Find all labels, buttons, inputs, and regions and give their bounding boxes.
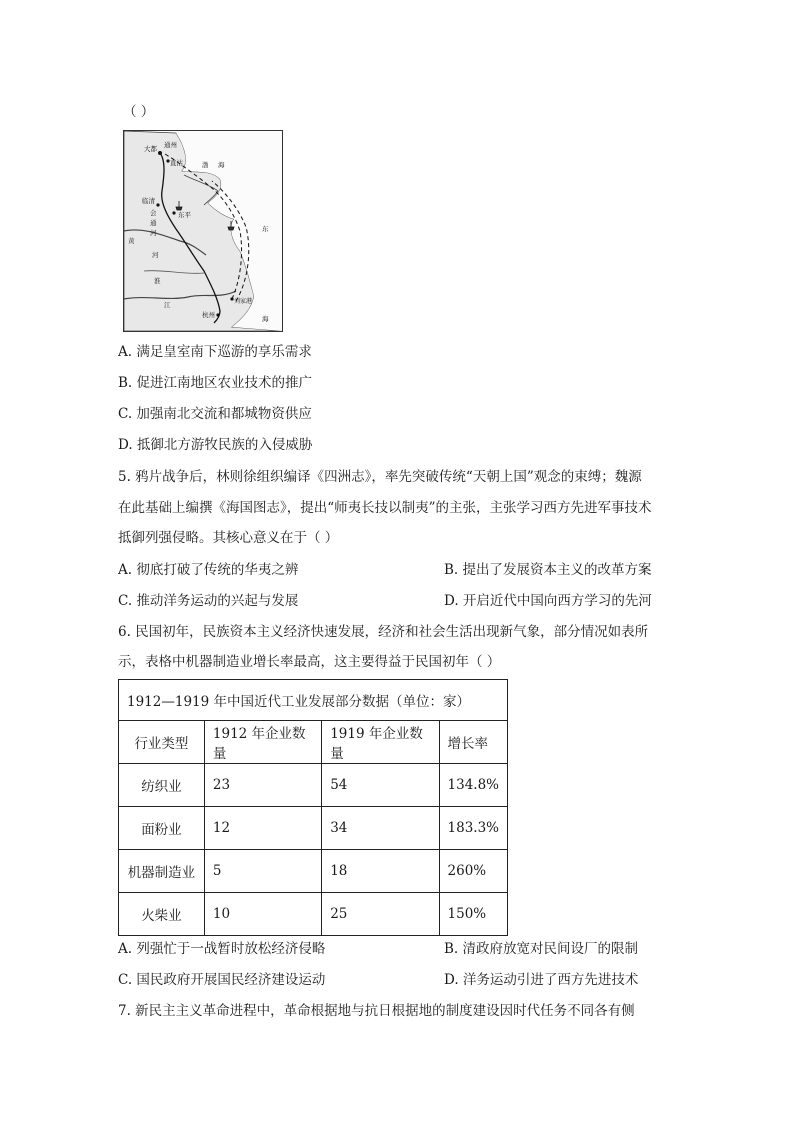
q4-option-a: A. 满足皇室南下巡游的享乐需求 xyxy=(118,344,312,360)
map-label: 大都 xyxy=(144,145,157,153)
q5-stem-line-3: 抵御列强侵略。其核心意义在于（ ） xyxy=(118,530,339,546)
table-cell: 260% xyxy=(439,850,507,893)
table-header: 增长率 xyxy=(439,721,507,764)
q5-option-d: D. 开启近代中国向西方学习的先河 xyxy=(444,593,652,609)
table-cell: 12 xyxy=(204,807,321,850)
city-dongping-dot xyxy=(172,211,175,214)
map-label: 直沽 xyxy=(170,159,183,167)
table-header: 1912 年企业数量 xyxy=(204,721,321,764)
q5-stem-line-2: 在此基础上编撰《海国图志》，提出“师夷长技以制夷”的主张，主张学习西方先进军事技术 xyxy=(118,500,652,516)
table-header: 1919 年企业数量 xyxy=(322,721,439,764)
q5-option-b: B. 提出了发展资本主义的改革方案 xyxy=(444,562,652,578)
table-cell: 机器制造业 xyxy=(119,850,205,893)
q7-stem-line-1: 7. 新民主主义革命进程中，革命根据地与抗日根据地的制度建设因时代任务不同各有侧 xyxy=(118,1003,635,1019)
table-row xyxy=(119,850,508,893)
table-cell: 23 xyxy=(204,764,321,807)
map-label: 东 xyxy=(262,225,269,233)
map-label: 渤 xyxy=(202,161,209,169)
q4-option-c: C. 加强南北交流和都城物资供应 xyxy=(118,406,312,422)
map-drawing xyxy=(124,131,282,331)
table-header-row xyxy=(119,721,508,764)
table-cell: 面粉业 xyxy=(119,807,205,850)
map-label: 河 xyxy=(150,229,157,237)
table-cell: 150% xyxy=(439,893,507,936)
table-cell: 5 xyxy=(204,850,321,893)
table-cell: 54 xyxy=(322,764,439,807)
city-hangzhou-dot xyxy=(216,313,219,316)
table-cell: 134.8% xyxy=(439,764,507,807)
q5-option-a: A. 彻底打破了传统的华夷之辨 xyxy=(118,562,299,578)
map-label: 通州 xyxy=(164,141,177,149)
table-row xyxy=(119,807,508,850)
table-cell: 10 xyxy=(204,893,321,936)
table-cell: 34 xyxy=(322,807,439,850)
map-label: 海 xyxy=(262,315,269,323)
table-row xyxy=(119,764,508,807)
grand-canal-map xyxy=(123,130,283,332)
map-label: 刘家港 xyxy=(234,298,253,305)
q4-option-b: B. 促进江南地区农业技术的推广 xyxy=(118,375,313,391)
map-label: 东平 xyxy=(178,211,191,219)
table-caption: 1912—1919 年中国近代工业发展部分数据（单位：家） xyxy=(119,680,508,721)
map-label: 淮 xyxy=(154,277,161,285)
q4-option-d: D. 抵御北方游牧民族的入侵威胁 xyxy=(118,437,313,453)
map-label: 江 xyxy=(164,301,171,309)
q5-option-c: C. 推动洋务运动的兴起与发展 xyxy=(118,593,299,609)
map-label: 杭州 xyxy=(202,311,215,319)
q6-stem-line-2: 示，表格中机器制造业增长率最高，这主要得益于民国初年（ ） xyxy=(118,654,501,670)
city-linqing-dot xyxy=(156,203,159,206)
table-cell: 火柴业 xyxy=(119,893,205,936)
map-label: 河 xyxy=(152,251,159,259)
map-label: 黄 xyxy=(128,237,135,245)
table-cell: 25 xyxy=(322,893,439,936)
q6-option-d: D. 洋务运动引进了西方先进技术 xyxy=(444,972,639,988)
map-label: 临清 xyxy=(142,197,155,205)
q6-option-a: A. 列强忙于一战暂时放松经济侵略 xyxy=(118,941,326,957)
table-header: 行业类型 xyxy=(119,721,205,764)
q6-stem-line-1: 6. 民国初年，民族资本主义经济快速发展，经济和社会生活出现新气象，部分情况如表所 xyxy=(118,624,649,640)
map-label: 会 xyxy=(150,209,157,217)
map-label: 海 xyxy=(218,161,225,169)
city-dadu-dot xyxy=(158,151,162,155)
table-caption-row xyxy=(119,680,508,721)
table-cell: 18 xyxy=(322,850,439,893)
map-label: 通 xyxy=(150,219,157,227)
answer-bracket: （ ） xyxy=(123,104,155,120)
industry-data-table xyxy=(118,679,508,936)
q5-stem-line-1: 5. 鸦片战争后，林则徐组织编译《四洲志》，率先突破传统“天朝上国”观念的束缚；魏源 xyxy=(118,469,642,485)
q6-option-b: B. 清政府放宽对民间设厂的限制 xyxy=(444,941,639,957)
table-row xyxy=(119,893,508,936)
table-cell: 183.3% xyxy=(439,807,507,850)
q6-option-c: C. 国民政府开展国民经济建设运动 xyxy=(118,972,326,988)
table-cell: 纺织业 xyxy=(119,764,205,807)
